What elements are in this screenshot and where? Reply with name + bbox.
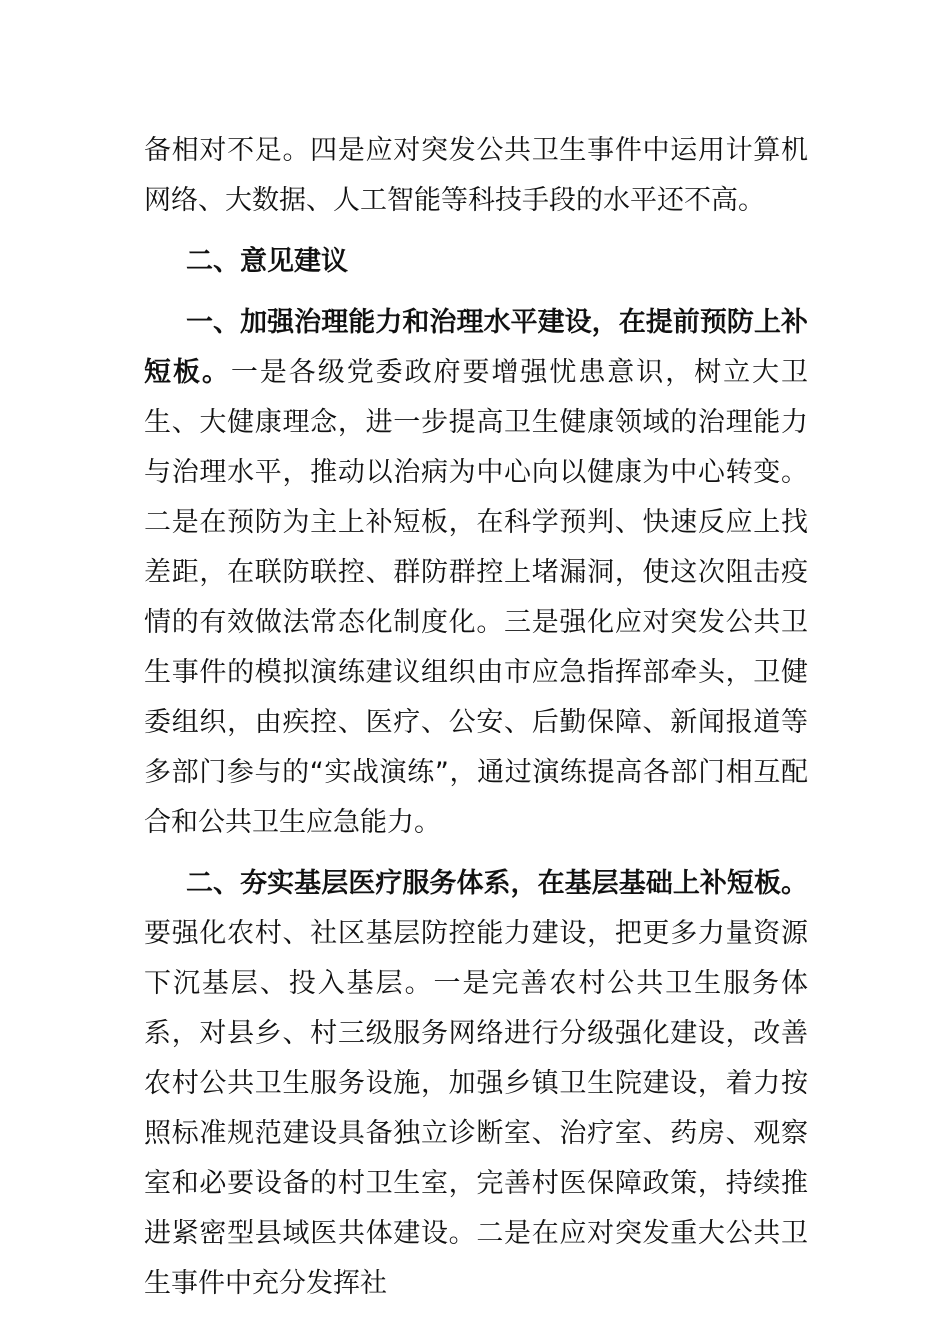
section-heading: 二、意见建议 (186, 246, 348, 277)
recommendation-2-body: 要强化农村、社区基层防控能力建设，把更多力量资源下沉基层、投入基层。一是完善农村公共卫生服务体系，对县乡、村三级服务网络进行分级强化建设，改善农村公共卫生服务设施，加强乡镇卫生院建设，着力按照标准规范建设具备独立诊断室、治疗室、药房、观察室和必要设备的村卫生室，完善村医保障政策，持续推进紧密型县域医共体建设。二是在应对突发重大公共卫生事件中充分发挥社 (144, 918, 808, 1299)
document-body (144, 126, 808, 1309)
paragraph-continuation: 备相对不足。四是应对突发公共卫生事件中运用计算机网络、大数据、人工智能等科技手段的水平还不高。 (144, 135, 808, 216)
paragraph-recommendation-1 (144, 298, 808, 848)
recommendation-1-title: 一、加强治理能力和治理水平建设，在提前预防上补短板。 (144, 307, 808, 388)
recommendation-2-title: 二、夯实基层医疗服务体系，在基层基础上补短板。 (186, 868, 808, 899)
recommendation-1-body: 一是各级党委政府要增强忧患意识，树立大卫生、大健康理念，进一步提高卫生健康领域的治理能力与治理水平，推动以治病为中心向以健康为中心转变。二是在预防为主上补短板，在科学预判、快速反应上找差距，在联防联控、群防群控上堵漏洞，使这次阻击疫情的有效做法常态化制度化。三是强化应对突发公共卫生事件的模拟演练建议组织由市应急指挥部牵头，卫健委组织，由疾控、医疗、公安、后勤保障、新闻报道等多部门参与的“实战演练”，通过演练提高各部门相互配合和公共卫生应急能力。 (144, 357, 809, 838)
paragraph-recommendation-2 (144, 859, 808, 1309)
